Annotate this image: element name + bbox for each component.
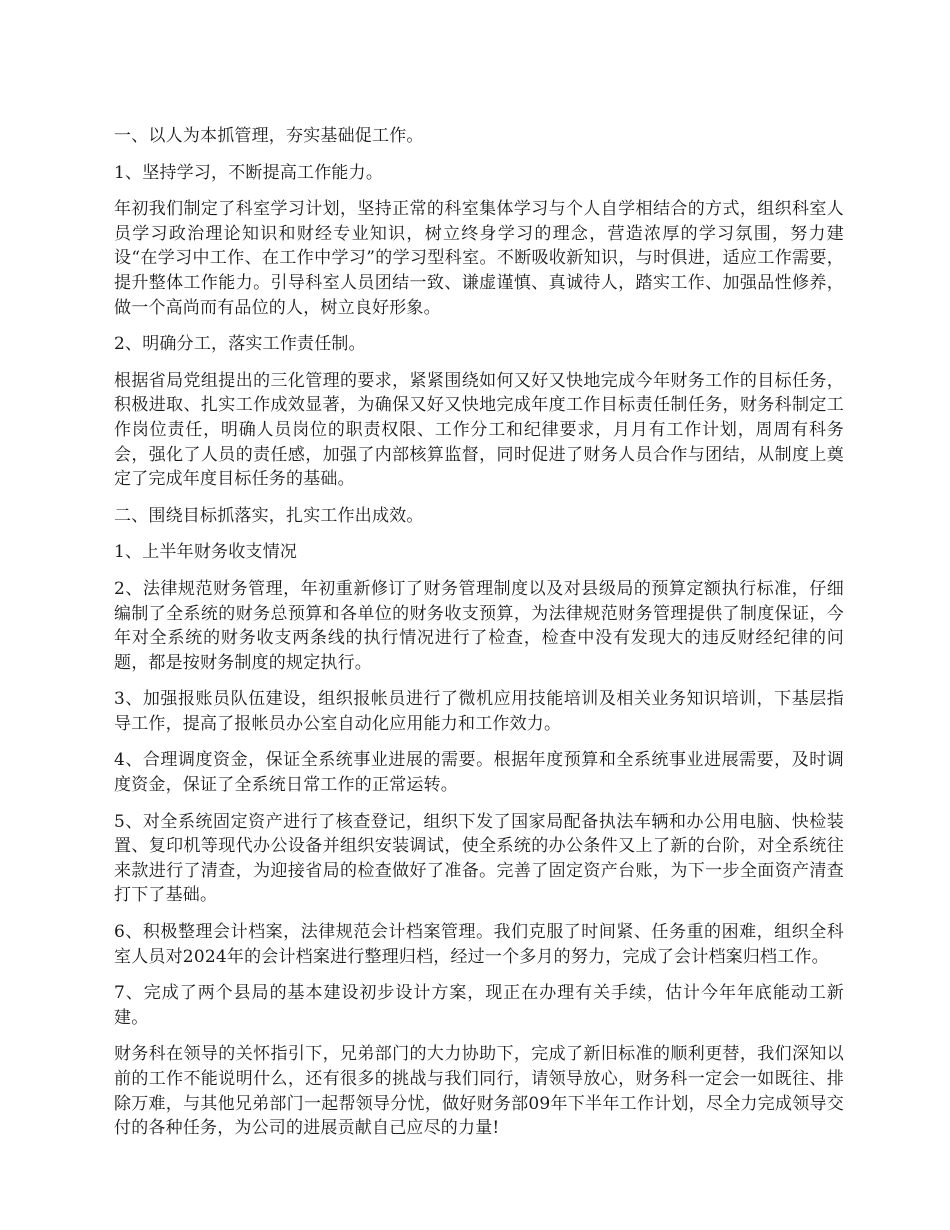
subheading-division-of-labor: 2、明确分工，落实工作责任制。 [114, 334, 366, 355]
item-1-finance-summary: 1、上半年财务收支情况 [114, 542, 298, 563]
paragraph-division-of-labor: 根据省局党组提出的三化管理的要求，紧紧围绕如何又好又快地完成今年财务工作的目标任务，积极进取、扎实工作成效显著，为确保又好又快地完成年度工作目标责任制任务，财务科制定工作岗位责任，明确人员岗位的职责权限、工作分工和纪律要求，月月有工作计划，周周有科务会，强化了人员的责任感，加强了内部核算监督，同时促进了财务人员合作与团结，从制度上奠定了完成年度目标任务的基础。 [114, 370, 844, 490]
document-body [114, 124, 844, 1153]
item-4-fund-allocation: 4、合理调度资金，保证全系统事业进展的需要。根据年度预算和全系统事业进展需要，及时调度资金，保证了全系统日常工作的正常运转。 [114, 750, 844, 796]
item-2-finance-management: 2、法律规范财务管理，年初重新修订了财务管理制度以及对县级局的预算定额执行标准，仔细编制了全系统的财务总预算和各单位的财务收支预算，为法律规范财务管理提供了制度保证，今年对全系统的财务收支两条线的执行情况进行了检查，检查中没有发现大的违反财经纪律的问题，都是按财务制度的规定执行。 [114, 578, 844, 673]
section-heading-2: 二、围绕目标抓落实，扎实工作出成效。 [114, 505, 424, 526]
section-heading-1: 一、以人为本抓管理，夯实基础促工作。 [114, 126, 424, 146]
paragraph-study: 年初我们制定了科室学习计划，坚持正常的科室集体学习与个人自学相结合的方式，组织科室人员学习政治理论知识和财经专业知识，树立终身学习的理念，营造浓厚的学习氛围，努力建设“在学习中工作、在工作中学习”的学习型科室。不断吸收新知识，与时俱进，适应工作需要，提升整体工作能力。引导科室人员团结一致、谦虚谨慎、真诚待人，踏实工作、加强品性修养，做一个高尚而有品位的人，树立良好形象。 [114, 199, 844, 318]
closing-paragraph: 财务科在领导的关怀指引下，兄弟部门的大力协助下，完成了新旧标准的顺利更替，我们深知以前的工作不能说明什么，还有很多的挑战与我们同行，请领导放心，财务科一定会一如既往、排除万难，与其他兄弟部门一起帮领导分忧，做好财务部09年下半年工作计划，尽全力完成领导交付的各种任务，为公司的进展贡献自己应尽的力量! [114, 1044, 844, 1139]
item-5-fixed-assets: 5、对全系统固定资产进行了核查登记，组织下发了国家局配备执法车辆和办公用电脑、快检装置、复印机等现代办公设备并组织安装调试，使全系统的办公条件又上了新的台阶，对全系统往来款进行了清查，为迎接省局的检查做好了准备。完善了固定资产台账，为下一步全面资产清查打下了基础。 [114, 811, 844, 906]
subheading-study: 1、坚持学习，不断提高工作能力。 [114, 162, 384, 183]
item-6-accounting-archives: 6、积极整理会计档案，法律规范会计档案管理。我们克服了时间紧、任务重的困难，组织全科室人员对2024年的会计档案进行整理归档，经过一个多月的努力，完成了会计档案归档工作。 [114, 922, 844, 967]
item-3-accountant-training: 3、加强报账员队伍建设，组织报帐员进行了微机应用技能培训及相关业务知识培训，下基层指导工作，提高了报帐员办公室自动化应用能力和工作效力。 [114, 689, 844, 734]
item-7-construction-plan: 7、完成了两个县局的基本建设初步设计方案，现正在办理有关手续，估计今年年底能动工新建。 [114, 983, 844, 1028]
